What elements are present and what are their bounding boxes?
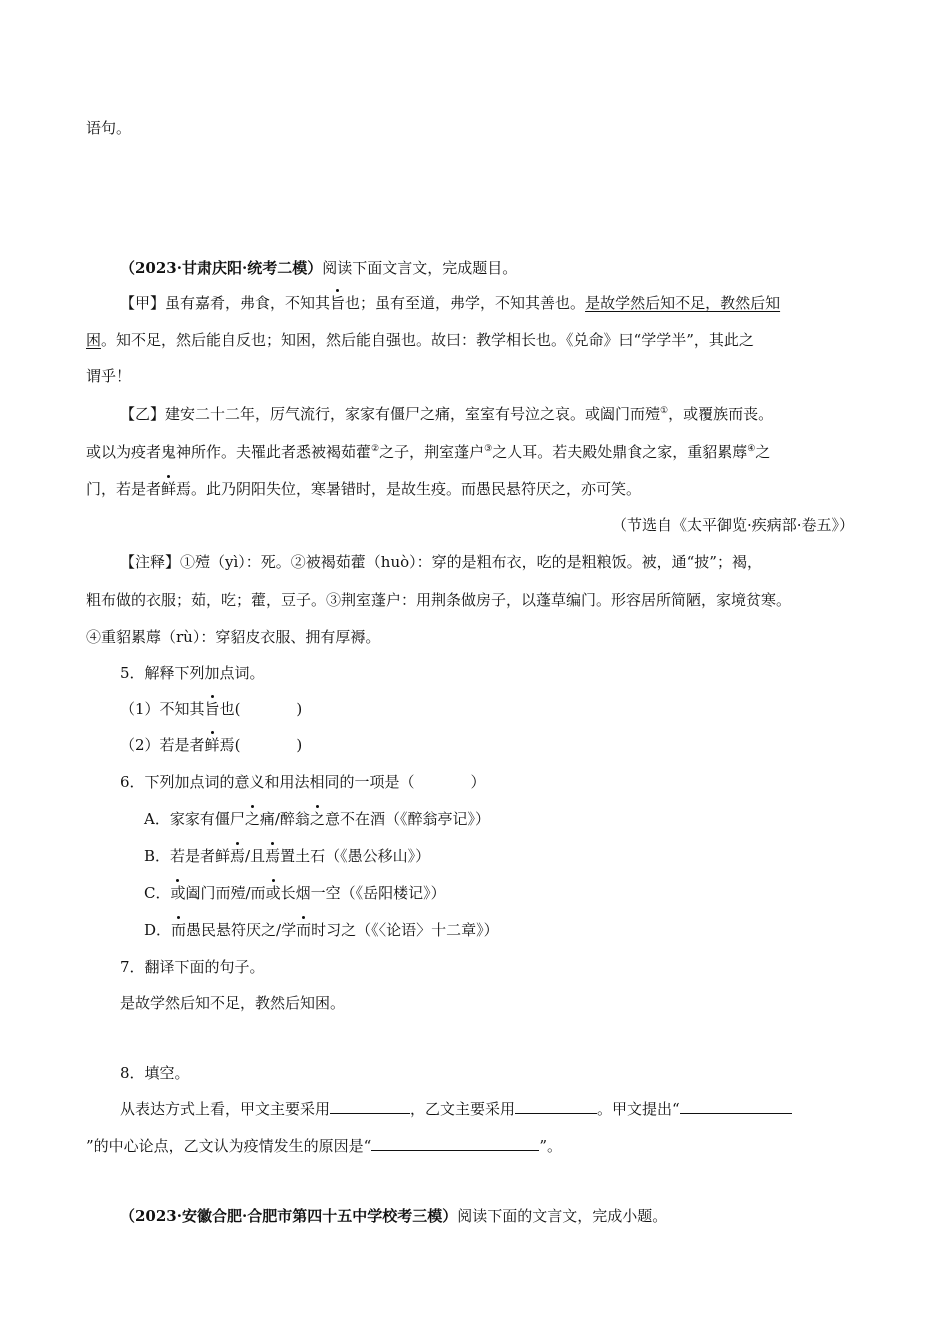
- fill-blank[interactable]: [680, 1099, 792, 1114]
- fill-blank[interactable]: [371, 1136, 539, 1151]
- underlined-sentence: 是故学然后知不足，教然后知: [585, 294, 781, 312]
- q8-line-2: ”的中心论点，乙文认为疫情发生的原因是“ ”。: [86, 1137, 563, 1155]
- intro-text: 阅读下面的文言文，完成小题。: [457, 1207, 668, 1225]
- dotted-word: 旨: [330, 294, 346, 312]
- source-tag: （2023·甘肃庆阳·统考二模）: [120, 259, 323, 277]
- q6-option-c[interactable]: C．或阖门而殪/而或长烟一空（《岳阳楼记》）: [144, 884, 446, 902]
- passage-jia-line-3: 谓乎！: [86, 367, 132, 385]
- passage-yi-line-3: 门，若是者鲜焉。此乃阴阳失位，寒暑错时，是故生疫。而愚民悬符厌之，亦可笑。: [86, 480, 642, 498]
- passage-yi-line-2: 或以为疫者鬼神所作。夫罹此者悉被褐茹藿②之子，荆室蓬户③之人耳。若夫殿处鼎食之家，重貂累蓐④之: [86, 443, 771, 461]
- q7-sentence: 是故学然后知不足，教然后知困。: [120, 994, 346, 1012]
- q5-title: 5．解释下列加点词。: [120, 664, 265, 682]
- q8-line-1: 从表达方式上看，甲文主要采用 ，乙文主要采用 。甲文提出“: [120, 1099, 792, 1119]
- dotted-word: 鲜: [161, 480, 177, 498]
- q7-title: 7．翻译下面的句子。: [120, 958, 265, 976]
- q6-option-b[interactable]: B．若是者鲜焉/且焉置土石（《愚公移山》）: [144, 847, 431, 865]
- q6-title: 6．下列加点词的意义和用法相同的一项是（ ）: [120, 773, 486, 791]
- fill-blank[interactable]: [330, 1099, 410, 1114]
- notes-line-3: ④重貂累蓐（rù）：穿貂皮衣服、拥有厚褥。: [86, 628, 381, 646]
- source-tag: （2023·安徽合肥·合肥市第四十五中学校考三模）: [120, 1207, 458, 1225]
- q5-item-2: （2）若是者鲜焉( ): [120, 736, 303, 754]
- q5-item-1: （1）不知其旨也( ): [120, 700, 303, 718]
- fill-blank[interactable]: [515, 1099, 597, 1114]
- notes-line-1: 【注释】①殪（yì）：死。②被褐茹藿（huò）：穿的是粗布衣，吃的是粗粮饭。被，通“披”；褐，: [120, 553, 762, 571]
- q6-option-d[interactable]: D．而愚民悬符厌之/学而时习之（《〈论语〉十二章》）: [144, 921, 499, 939]
- passage-jia-line-2: 困。知不足，然后能自反也；知困，然后能自强也。故曰：教学相长也。《兑命》曰“学学半”，其此之: [86, 331, 754, 349]
- passage-source: （节选自《太平御览·疾病部·卷五》）: [611, 516, 854, 534]
- question-heading-2: [120, 1206, 667, 1226]
- q6-option-a[interactable]: A．家家有僵尸之痛/醉翁之意不在酒（《醉翁亭记》）: [144, 810, 490, 828]
- passage-yi-line-1: 【乙】建安二十二年，厉气流行，家家有僵尸之痛，室室有号泣之哀。或阖门而殪①，或覆族而丧。: [120, 405, 774, 423]
- intro-text: 阅读下面文言文，完成题目。: [322, 259, 518, 277]
- q8-title: 8．填空。: [120, 1064, 190, 1082]
- notes-line-2: 粗布做的衣服；茹，吃；藿，豆子。③荆室蓬户：用荆条做房子，以蓬草编门。形容居所简陋，家境贫寒。: [86, 591, 792, 609]
- question-heading: [120, 258, 517, 278]
- continued-text: 语句。: [86, 119, 132, 137]
- passage-jia-line-1: 【甲】虽有嘉肴，弗食，不知其旨也；虽有至道，弗学，不知其善也。是故学然后知不足，教然后知: [120, 294, 781, 312]
